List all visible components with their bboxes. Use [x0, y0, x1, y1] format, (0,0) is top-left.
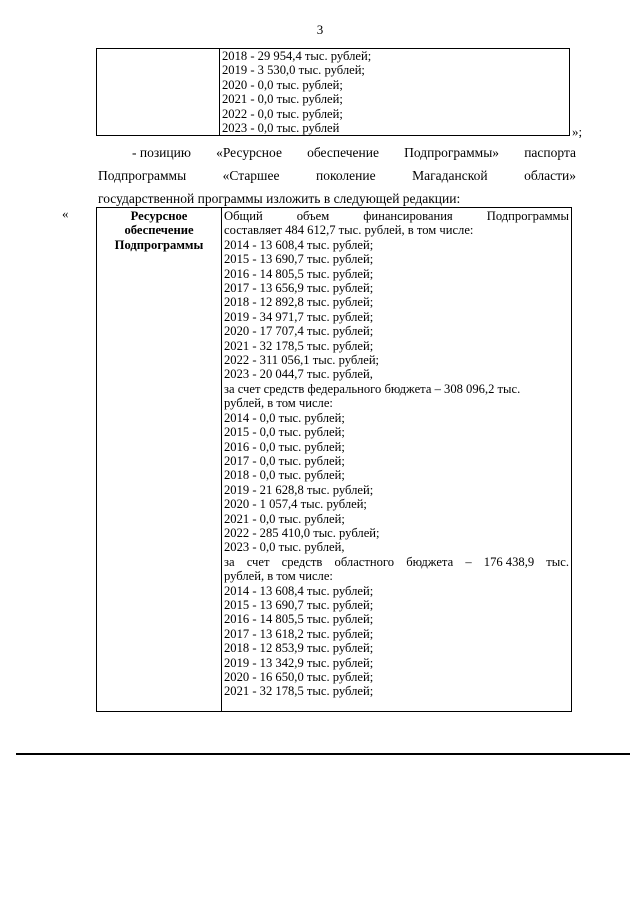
paragraph-word: области»: [524, 168, 576, 183]
bottom-divider: [16, 753, 630, 755]
paragraph-line-1: [98, 141, 576, 164]
regional-word: за: [224, 554, 235, 569]
total-year-line: 2017 - 13 656,9 тыс. рублей;: [224, 281, 374, 296]
total-year-line: 2019 - 34 971,7 тыс. рублей;: [224, 309, 374, 324]
regional-word: счет: [246, 554, 270, 569]
total-year-line: 2022 - 311 056,1 тыс. рублей;: [224, 353, 380, 368]
federal-year-line: 2015 - 0,0 тыс. рублей;: [224, 425, 345, 440]
resource-heading-cell: [97, 208, 222, 712]
federal-budget-line: за счет средств федерального бюджета – 308 096,2 тыс.: [224, 381, 521, 396]
federal-year-line: 2022 - 285 410,0 тыс. рублей;: [224, 525, 380, 540]
paragraph-word: паспорта: [524, 145, 576, 160]
total-year-line: 2023 - 20 044,7 тыс. рублей,: [224, 367, 373, 382]
federal-year-line: 2017 - 0,0 тыс. рублей;: [224, 453, 345, 468]
regional-year-line: 2016 - 14 805,5 тыс. рублей;: [224, 612, 374, 627]
top-table-empty-cell: [97, 49, 220, 136]
federal-year-line: 2019 - 21 628,8 тыс. рублей;: [224, 482, 374, 497]
total-year-line: 2016 - 14 805,5 тыс. рублей;: [224, 266, 374, 281]
regional-year-line: 2021 - 32 178,5 тыс. рублей;: [224, 684, 374, 699]
opening-quote: «: [62, 206, 69, 221]
regional-year-line: 2014 - 13 608,4 тыс. рублей;: [224, 583, 374, 598]
resource-heading-line: Ресурсное: [130, 209, 188, 223]
page-number: 3: [316, 22, 324, 37]
paragraph-word: поколение: [315, 168, 376, 183]
regional-year-line: 2017 - 13 618,2 тыс. рублей;: [224, 626, 374, 641]
paragraph-word: Магаданской: [412, 168, 488, 183]
regional-budget-line: [224, 555, 569, 569]
regional-budget-line: рублей, в том числе:: [224, 569, 333, 584]
top-table: [96, 48, 570, 136]
federal-budget-line: рублей, в том числе:: [224, 396, 333, 411]
federal-year-line: 2021 - 0,0 тыс. рублей;: [224, 511, 345, 526]
resource-heading-line: обеспечение: [124, 223, 194, 238]
paragraph-word: Подпрограммы: [98, 168, 187, 183]
paragraph-word: - позицию: [132, 145, 191, 160]
intro-word: Подпрограммы: [486, 209, 569, 223]
regional-word: областного: [334, 554, 395, 569]
instruction-paragraph: [98, 141, 576, 210]
federal-year-line: 2016 - 0,0 тыс. рублей;: [224, 439, 345, 454]
total-year-line: 2021 - 32 178,5 тыс. рублей;: [224, 338, 374, 353]
intro-word: финансирования: [363, 209, 453, 223]
paragraph-word: обеспечение: [307, 145, 379, 160]
federal-year-line: 2020 - 1 057,4 тыс. рублей;: [224, 497, 367, 512]
federal-year-line: 2014 - 0,0 тыс. рублей;: [224, 410, 345, 425]
closing-quote: »;: [572, 124, 583, 139]
regional-year-line: 2020 - 16 650,0 тыс. рублей;: [224, 670, 374, 684]
total-year-line: 2015 - 13 690,7 тыс. рублей;: [224, 252, 374, 267]
paragraph-word: Подпрограммы»: [404, 145, 500, 160]
regional-word: –: [465, 554, 472, 569]
regional-word: 176 438,9: [483, 554, 535, 569]
top-year-line: 2022 - 0,0 тыс. рублей;: [222, 106, 343, 121]
intro-line: [224, 209, 569, 223]
regional-year-line: 2018 - 12 853,9 тыс. рублей;: [224, 641, 374, 656]
paragraph-word: «Старшее: [222, 168, 280, 183]
regional-word: тыс.: [546, 554, 569, 569]
top-year-line: 2023 - 0,0 тыс. рублей: [222, 121, 340, 136]
intro-word: объем: [296, 209, 330, 223]
regional-word: средств: [281, 554, 323, 569]
top-year-line: 2019 - 3 530,0 тыс. рублей;: [222, 63, 365, 78]
paragraph-line-3: государственной программы изложить в следующей редакции:: [98, 191, 461, 206]
federal-year-line: 2018 - 0,0 тыс. рублей;: [224, 468, 345, 483]
resource-values-cell: [222, 208, 572, 712]
top-year-line: 2018 - 29 954,4 тыс. рублей;: [222, 49, 372, 63]
total-year-line: 2020 - 17 707,4 тыс. рублей;: [224, 324, 374, 339]
intro-line: составляет 484 612,7 тыс. рублей, в том числе:: [224, 223, 474, 238]
regional-year-line: 2019 - 13 342,9 тыс. рублей;: [224, 655, 374, 670]
intro-word: Общий: [224, 209, 263, 223]
regional-word: бюджета: [406, 554, 454, 569]
top-year-line: 2021 - 0,0 тыс. рублей;: [222, 92, 343, 107]
resource-table: [96, 207, 572, 712]
paragraph-line-2: [98, 164, 576, 187]
top-year-line: 2020 - 0,0 тыс. рублей;: [222, 77, 343, 92]
regional-year-line: 2015 - 13 690,7 тыс. рублей;: [224, 597, 374, 612]
top-table-values-cell: [220, 49, 570, 136]
resource-heading-line: Подпрограммы: [114, 237, 204, 252]
paragraph-word: «Ресурсное: [216, 145, 282, 160]
total-year-line: 2014 - 13 608,4 тыс. рублей;: [224, 237, 374, 252]
federal-year-line: 2023 - 0,0 тыс. рублей,: [224, 540, 345, 555]
total-year-line: 2018 - 12 892,8 тыс. рублей;: [224, 295, 374, 310]
